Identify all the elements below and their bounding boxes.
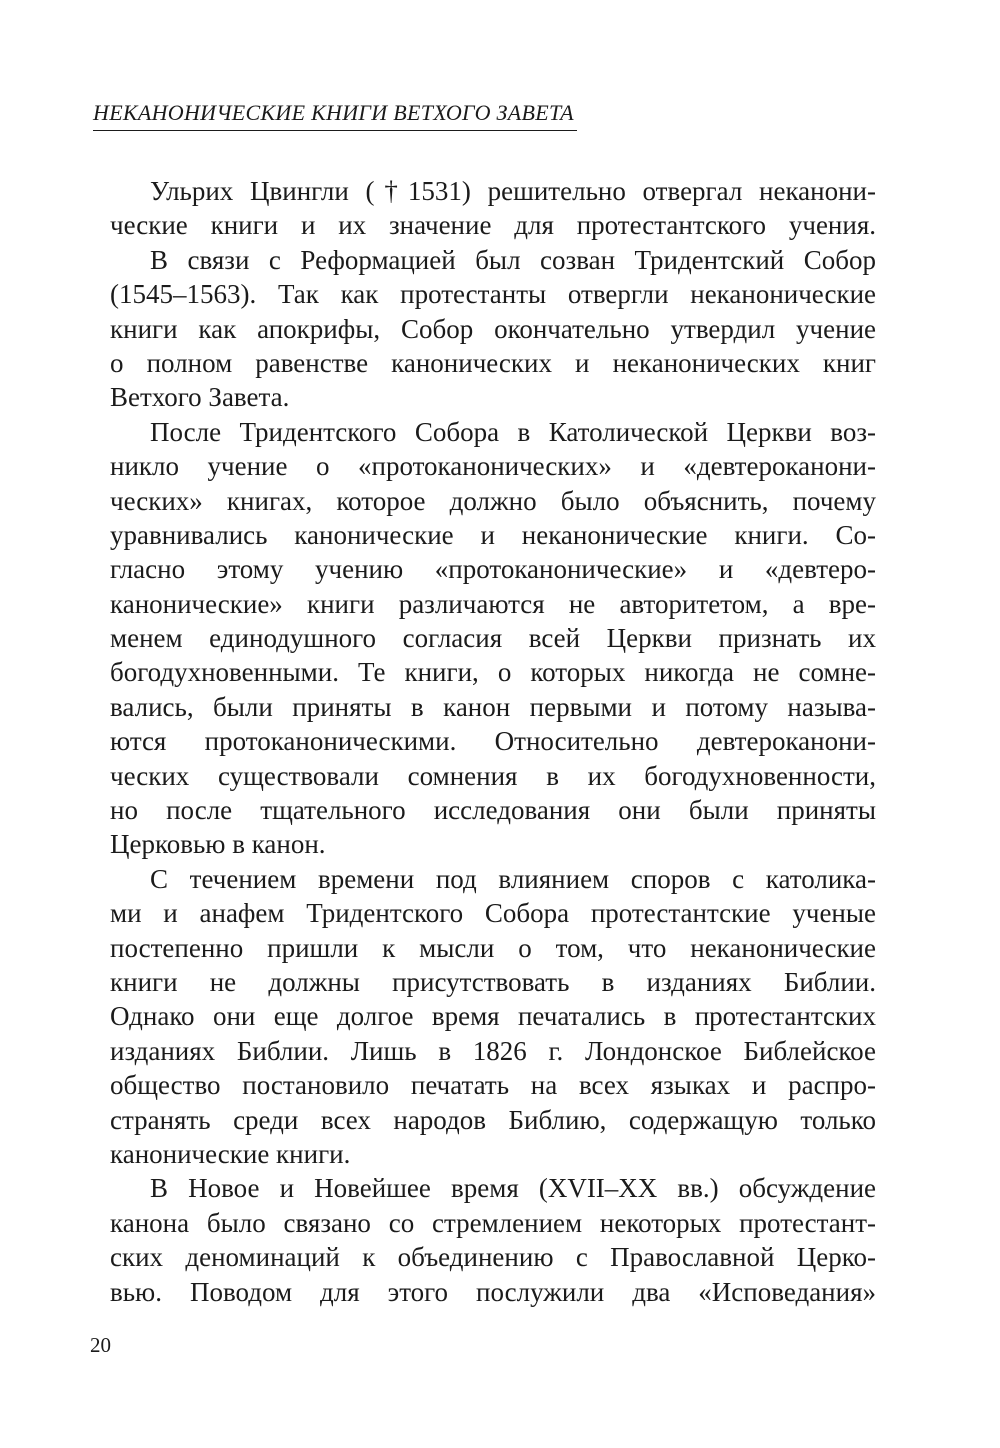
text-line: канонические книги. <box>110 1138 351 1169</box>
running-head: НЕКАНОНИЧЕСКИЕ КНИГИ ВЕТХОГО ЗАВЕТА <box>93 100 574 125</box>
text-line: менем единодушного согласия всей Церкви признать их <box>110 623 876 654</box>
text-line: ми и анафем Тридентского Собора протестантские ученые <box>110 898 876 929</box>
text-line: гласно этому учению «протоканонические» и «девтеро- <box>110 554 876 585</box>
text-line: ческие книги и их значение для протестантского учения. <box>110 210 876 241</box>
running-head-rule <box>93 130 577 131</box>
text-line: общество постановило печатать на всех языках и распро- <box>110 1070 876 1101</box>
text-line: ческих» книгах, которое должно было объяснить, почему <box>110 485 876 516</box>
text-line: В связи с Реформацией был созван Тридентский Собор <box>150 244 876 275</box>
text-line: вались, были приняты в канон первыми и потому называ- <box>110 691 876 722</box>
text-line: С течением времени под влиянием споров с католика- <box>150 863 876 894</box>
text-line: никло учение о «протоканонических» и «девтероканони- <box>110 451 876 482</box>
text-line: канонические» книги различаются не авторитетом, а вре- <box>110 588 876 619</box>
text-line: странять среди всех народов Библию, содержащую только <box>110 1104 876 1135</box>
body-text <box>110 174 876 1309</box>
text-line: уравнивались канонические и неканонические книги. Со- <box>110 519 876 550</box>
text-line: После Тридентского Собора в Католической Церкви воз- <box>150 416 876 447</box>
text-line: Однако они еще долгое время печатались в протестантских <box>110 1001 876 1032</box>
text-line: вью. Поводом для этого послужили два «Исповедания» <box>110 1276 876 1307</box>
text-line: Церковью в канон. <box>110 829 326 860</box>
text-line: но после тщательного исследования они были приняты <box>110 795 876 826</box>
text-line: канона было связано со стремлением некоторых протестант- <box>110 1207 876 1238</box>
text-line: ются протоканоническими. Относительно девтероканони- <box>110 726 876 757</box>
text-line: постепенно пришли к мысли о том, что неканонические <box>110 932 876 963</box>
text-line: ских деноминаций к объединению с Православной Церко- <box>110 1242 876 1273</box>
text-line: ческих существовали сомнения в их богодухновенности, <box>110 760 876 791</box>
text-line: В Новое и Новейшее время (XVII–XX вв.) обсуждение <box>150 1173 876 1204</box>
text-line: книги как апокрифы, Собор окончательно утвердил учение <box>110 313 876 344</box>
text-line: Ветхого Завета. <box>110 382 290 413</box>
text-line: Ульрих Цвингли (†1531) решительно отвергал неканони- <box>150 176 876 206</box>
text-line: богодухновенными. Те книги, о которых никогда не сомне- <box>110 657 876 688</box>
text-line: о полном равенстве канонических и неканонических книг <box>110 347 876 378</box>
page-number: 20 <box>90 1333 111 1357</box>
text-line: книги не должны присутствовать в изданиях Библии. <box>110 966 876 997</box>
text-line: (1545–1563). Так как протестанты отвергли неканонические <box>110 279 876 310</box>
text-line: изданиях Библии. Лишь в 1826 г. Лондонское Библейское <box>110 1035 876 1066</box>
